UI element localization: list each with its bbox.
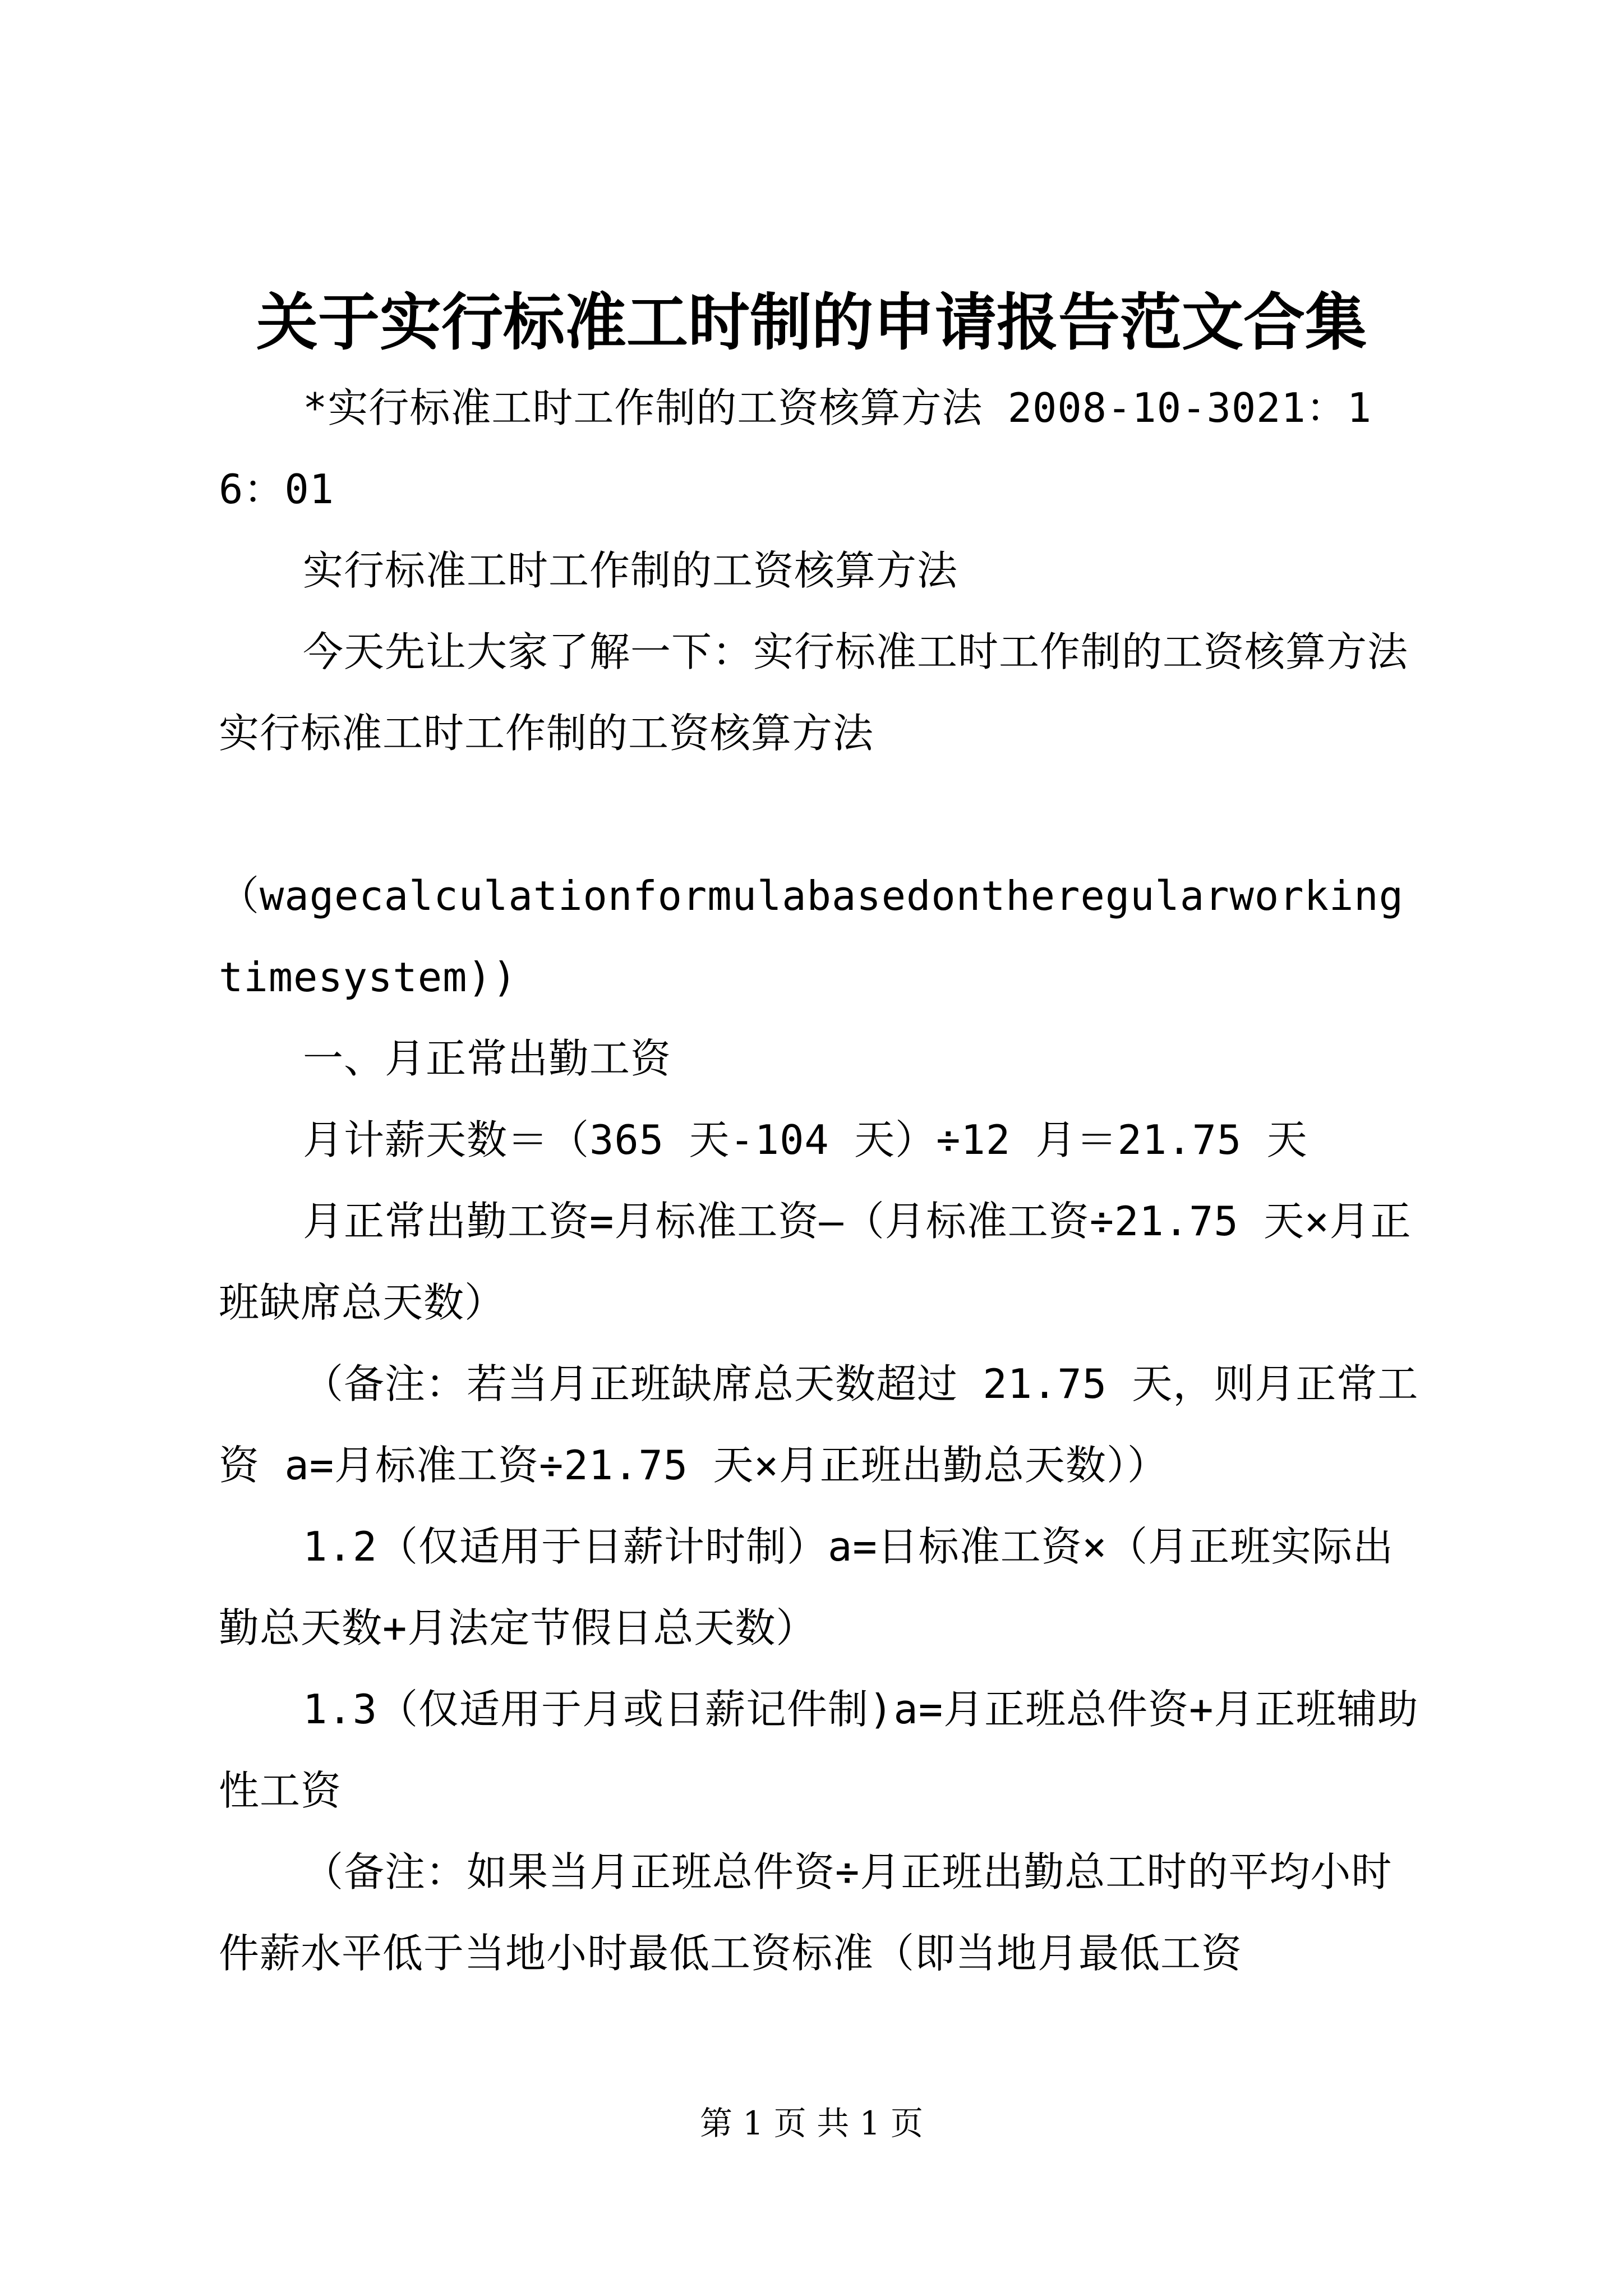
section-heading: 一、月正常出勤工资 xyxy=(303,1035,672,1082)
paragraph-note-2: （备注：如果当月正班总件资÷月正班出勤总工时的平均小时件薪水平低于当地小时最低工资标准（即当地月最低工资 xyxy=(219,1848,1393,1977)
paragraph-intro: 今天先让大家了解一下：实行标准工时工作制的工资核算方法实行标准工时工作制的工资核算方法 xyxy=(219,628,1409,757)
document-body xyxy=(219,367,1424,1994)
paragraph-english-term: （wagecalculationformulabasedontheregularworkingtimesystem)) xyxy=(219,872,1404,1001)
paragraph-formula-wage: 月正常出勤工资=月标准工资—（月标准工资÷21.75 天×月正班缺席总天数） xyxy=(219,1198,1412,1326)
document-title: 关于实行标准工时制的申请报告范文合集 xyxy=(256,286,1367,358)
paragraph-formula-days: 月计薪天数＝（365 天-104 天）÷12 月＝21.75 天 xyxy=(303,1116,1308,1163)
paragraph-item-1-3: 1.3（仅适用于月或日薪记件制)a=月正班总件资+月正班辅助性工资 xyxy=(219,1686,1419,1814)
paragraph-item-1-2: 1.2（仅适用于日薪计时制）a=日标准工资×（月正班实际出勤总天数+月法定节假日总天数） xyxy=(219,1523,1394,1651)
paragraph-timestamp: *实行标准工时工作制的工资核算方法 2008-10-3021：16：01 xyxy=(219,384,1372,513)
paragraph-subtitle: 实行标准工时工作制的工资核算方法 xyxy=(303,547,958,594)
blank-line xyxy=(219,774,1424,855)
paragraph-note-1: （备注：若当月正班缺席总天数超过 21.75 天，则月正常工资 a=月标准工资÷21.75 天×月正班出勤总天数）） xyxy=(219,1360,1419,1489)
page-footer: 第 1 页 共 1 页 xyxy=(700,2104,923,2142)
